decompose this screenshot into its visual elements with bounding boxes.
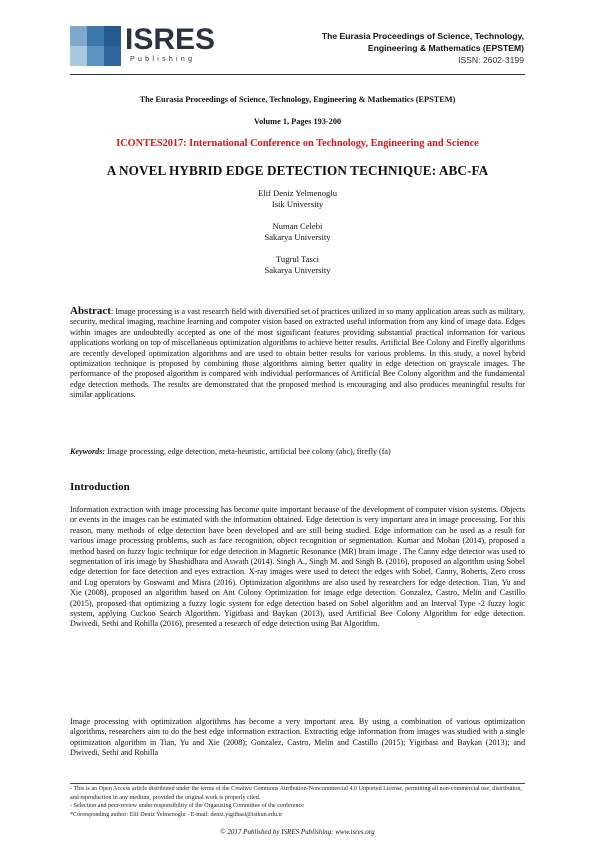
volume-pages: Volume 1, Pages 193-200 bbox=[253, 117, 342, 126]
author-name: Elif Deniz Yelmenoglu bbox=[257, 188, 337, 198]
introduction-paragraph-1: Information extraction with image processing has become quite important because of the development of computer vision systems. Objects or events in the images can be estimated with the information obtained. Edge detection is very important area in image processing. For this reason, many methods of edge detection have been developed and are still being studied. Edge information can be used as a result for various image processing problems, such as face recognition, object recognition or segmentation. Kumar and Mohan (2014), proposed a method based on fuzzy logic technique for edge detection in Magnetic Resonance (MR) brain image . The Canny edge detector was used to segmentation of iris image by Shashidhara and Aswath (2014). Singh A., Singh M. and Singh B. (2016), proposed an algorithm using Sobel edge detection for face detection and eyes extraction. X-ray images were used to detect the edges with Sobel, Canny, Roberts, Zero cross and Log operators by Goswami and Misra (2016). Optimization algorithms are also used by researchers for edge detection. Tian, Yu and Xie (2008), proposed an algorithm based on Ant Colony Optimization for image edge detection. Gonzalez, Castro, Melin and Castillo (2015), proposed that optimizing a fuzzy logic system for edge detection based on Sobel algorithm and an Interval Type -2 fuzzy logic system, applying Cuckoo Search Algorithm. Yigitbasi and Baykan (2013), used Artificial Bee Colony Algorithm for edge detection. Dwivedi, Sethi and Rohilla (2016), presented a research of edge detection using Bat Algorithm. bbox=[70, 505, 525, 629]
copyright: © 2017 Published by ISRES Publishing: www.isres.org bbox=[220, 828, 375, 836]
abstract-label: Abstract bbox=[70, 305, 111, 317]
keywords-label: Keywords: bbox=[70, 447, 106, 456]
author-affiliation: Sakarya University bbox=[264, 265, 331, 275]
abstract bbox=[70, 306, 525, 401]
conference-name: ICONTES2017: International Conference on Technology, Engineering and Science bbox=[116, 138, 479, 149]
introduction-paragraph-2: Image processing with optimization algorithms has become a very important area. By using a combination of various optimization algorithms, researchers aim to do the best edge information extraction. Extracting edge information from images was studied with a single optimization algorithm in Tian, Yu and Xie (2008); Gonzalez, Castro, Melin and Castillo (2015); Yigitbasi and Baykan (2013); and Dwivedi, Sethi and Rohilla bbox=[70, 717, 525, 758]
logo-subtitle: Publishing bbox=[130, 56, 196, 63]
journal-name-line2: Engineering & Mathematics (EPSTEM) bbox=[367, 43, 524, 53]
author-name: Tugrul Tasci bbox=[275, 254, 320, 264]
header-divider bbox=[70, 74, 525, 75]
paper-title: A NOVEL HYBRID EDGE DETECTION TECHNIQUE: ABC-FA bbox=[106, 163, 489, 178]
logo-wordmark: ISRES bbox=[125, 23, 216, 56]
footnote-peer-review: - Selection and peer-review under responsibility of the Organizing Committee of the conference bbox=[70, 803, 304, 809]
author-block bbox=[70, 221, 525, 243]
abstract-text: : Image processing is a vast research field with diversified set of practices utilized in so many application areas such as military, security, medical imaging, machine learning and computer vision based on extracted useful information from any kind of image data. Edges within images are undoubtedly accepted as one of the most significant features providing substantial practical information for various applications working on top of miscellaneous optimization algorithms to achieve better results. Artificial Bee Colony and Firefly algorithms are recently developed optimization algorithms and are used to obtain better results for various problems. In this study, a novel hybrid optimization technique is proposed by combining those algorithms aiming better quality in edge detection on grayscale images. The performance of the proposed algorithm is compared with individual performances of Artificial Bee Colony algorithm and the fundamental edge detection methods. The results are demonstrated that the proposed method is encouraging and also produces meaningful results for similar applications. bbox=[70, 307, 525, 400]
author-name: Numan Celebi bbox=[272, 221, 323, 231]
author-block bbox=[70, 254, 525, 276]
footnotes bbox=[70, 785, 525, 819]
section-heading-introduction: Introduction bbox=[70, 481, 130, 493]
logo-squares-icon bbox=[70, 26, 122, 66]
proceedings-name: The Eurasia Proceedings of Science, Technology, Engineering & Mathematics (EPSTEM) bbox=[139, 95, 456, 104]
journal-name-line1: The Eurasia Proceedings of Science, Technology, bbox=[321, 31, 524, 41]
issn: ISSN: 2602-3199 bbox=[458, 55, 524, 65]
keywords bbox=[70, 447, 525, 457]
author-block bbox=[70, 188, 525, 210]
author-affiliation: Isik University bbox=[271, 199, 324, 209]
author-list bbox=[70, 188, 525, 287]
footnote-corresponding-author: *Corresponding author: Elif Deniz Yelmenoglu - E-mail: deniz.yigitbasi@isikun.edu.tr bbox=[70, 811, 283, 818]
footnote-license: - This is an Open Access article distributed under the terms of the Creative Commons Attribution-Noncommercial 4.0 Unported License, permitting all non-commercial use, distribution, and reproduction in any medium, provided the original work is properly cited. bbox=[70, 786, 522, 801]
journal-header bbox=[322, 30, 524, 66]
keywords-text: Image processing, edge detection, meta-heuristic, artificial bee colony (abc), firefly (fa) bbox=[105, 447, 391, 456]
author-affiliation: Sakarya University bbox=[264, 232, 331, 242]
footnote-divider bbox=[70, 783, 525, 784]
